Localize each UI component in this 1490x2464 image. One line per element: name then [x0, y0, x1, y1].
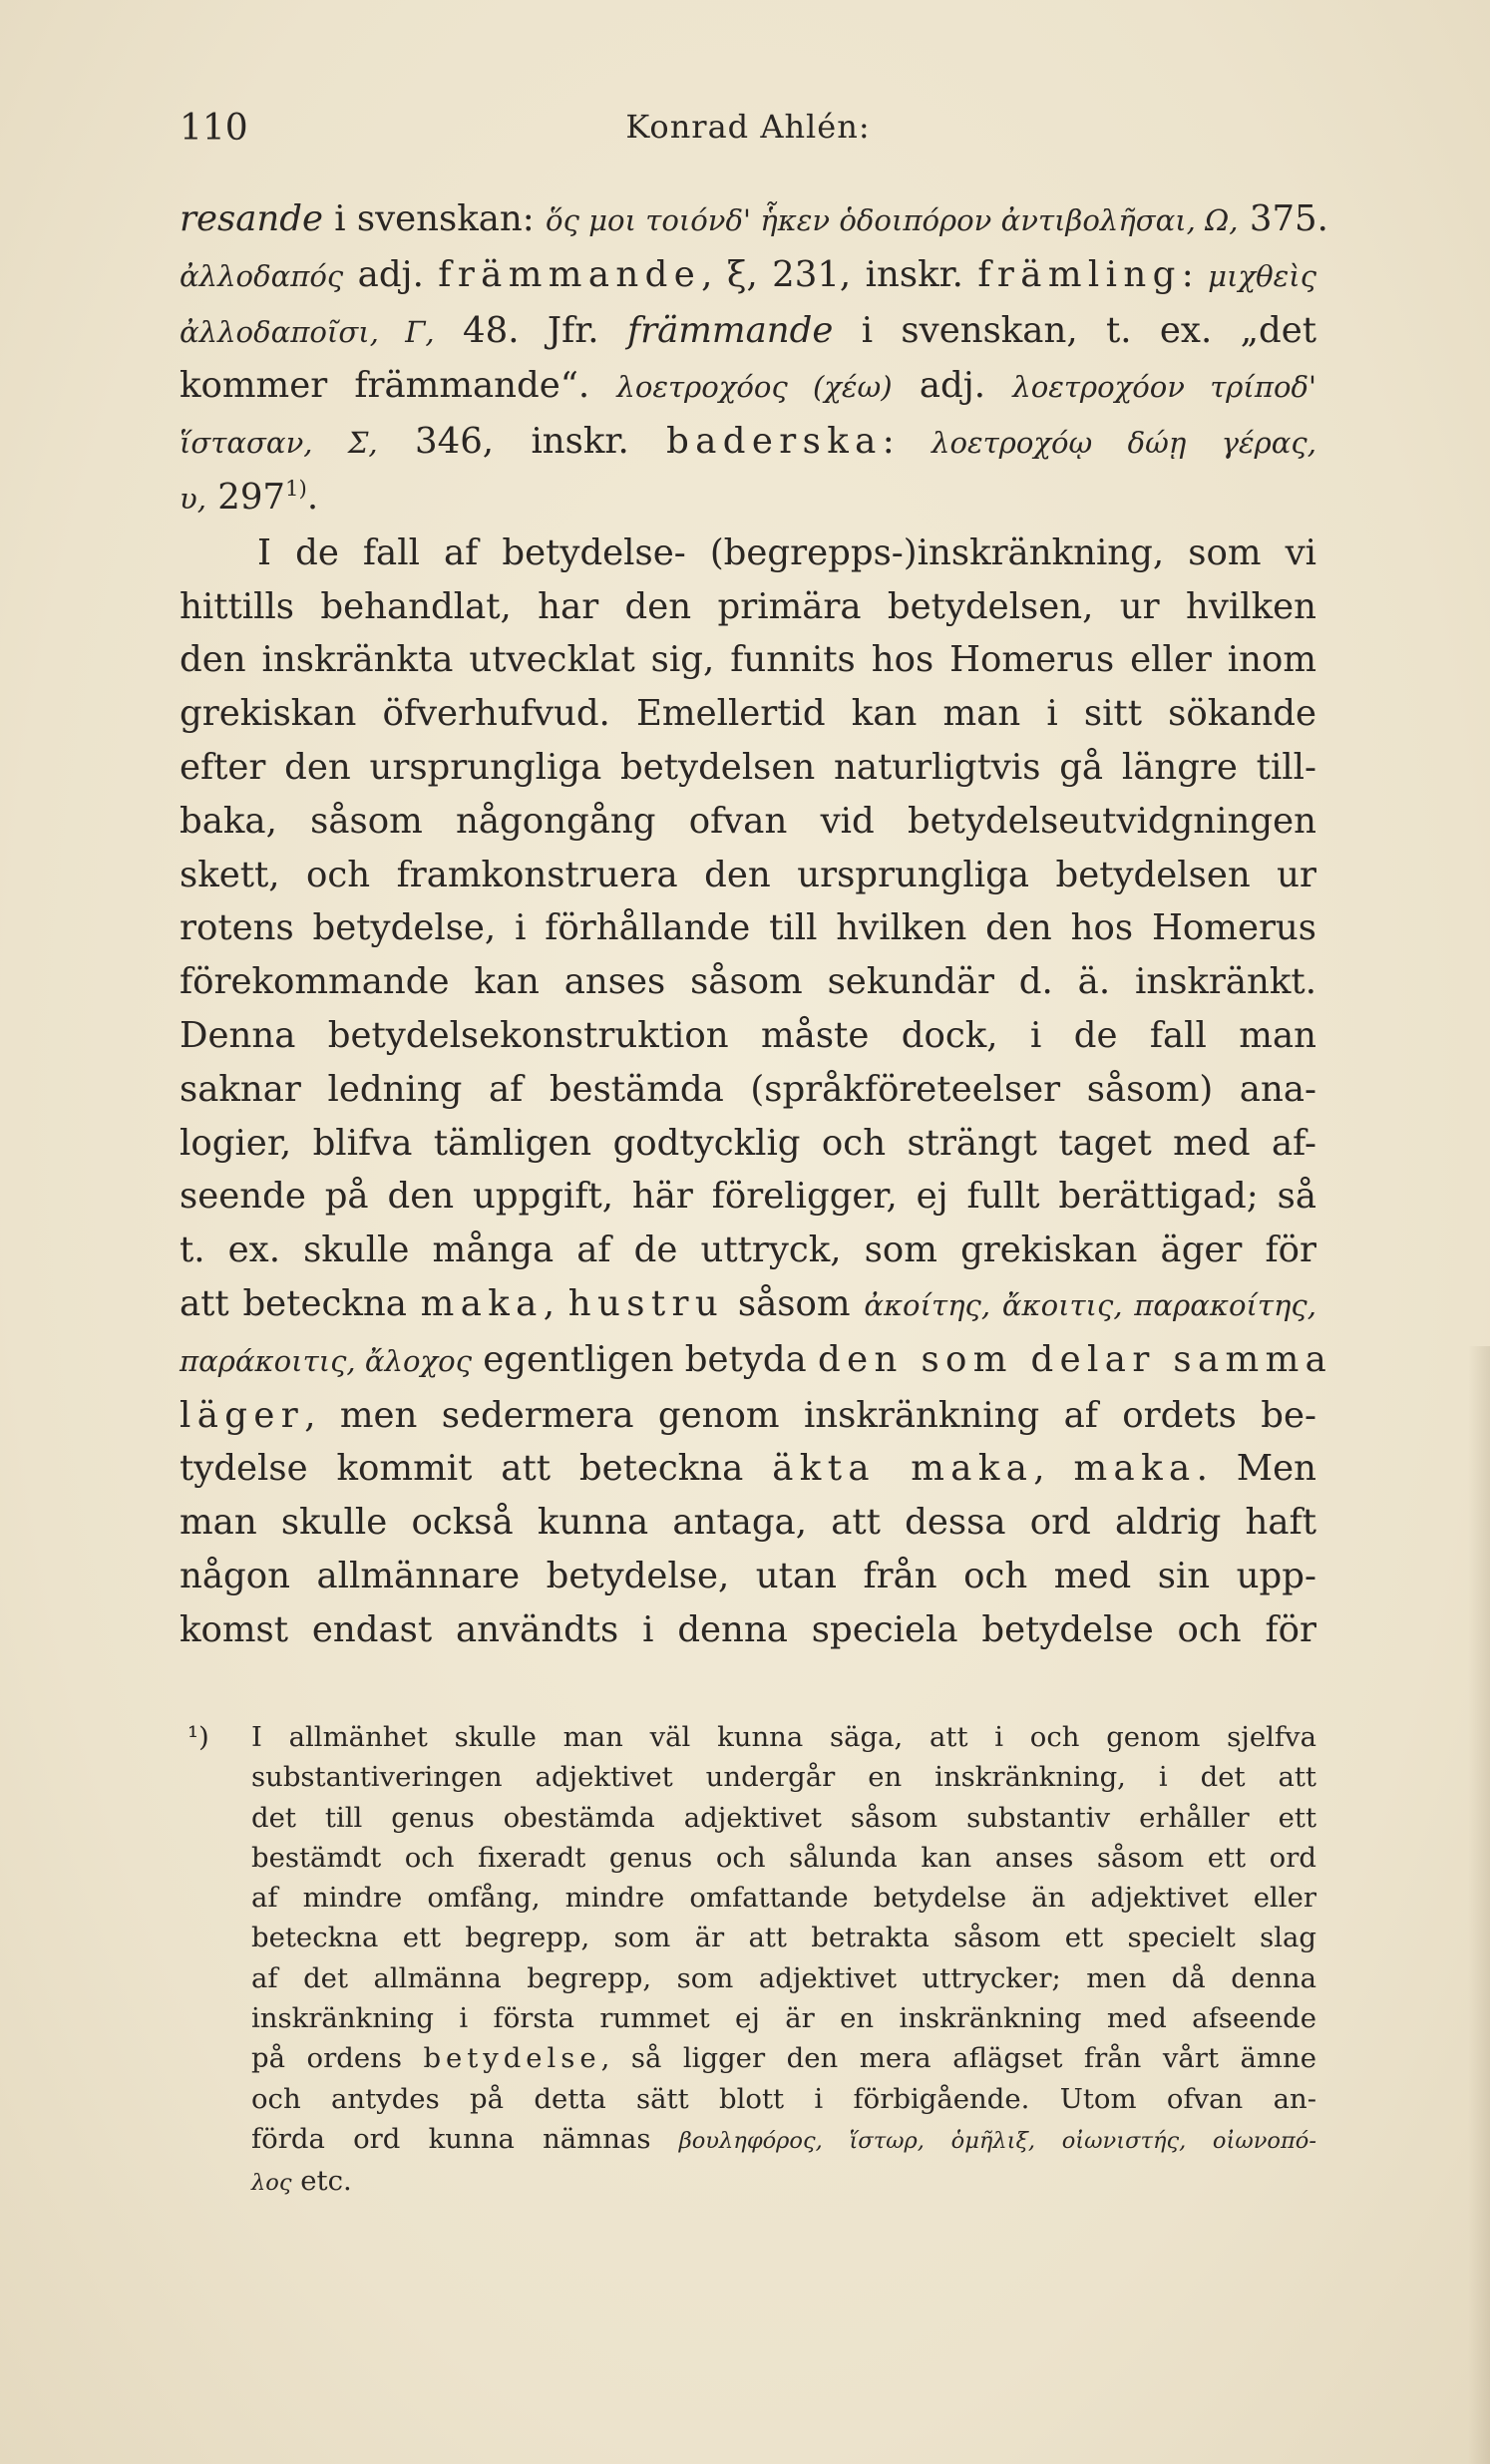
text-run: , ξ, 231, inskr.	[701, 253, 978, 295]
text-run: främmande	[626, 309, 834, 351]
text-run: hittills behandlat, har den primära betydelsen, ur hvilken	[180, 585, 1316, 627]
text-run: , så ligger den mera aflägset från vårt ämne	[600, 2042, 1316, 2075]
text-run: 297	[205, 476, 285, 518]
text-line	[180, 1117, 1316, 1171]
text-run: resande	[180, 198, 323, 239]
text-line	[180, 527, 1316, 580]
running-head: Konrad Ahlén:	[625, 108, 871, 146]
text-line	[180, 1958, 1316, 1998]
text-run: substantiveringen adjektivet undergår en inskränkning, i det att	[251, 1761, 1316, 1794]
text-line	[180, 1224, 1316, 1277]
text-run: adj.	[343, 253, 439, 295]
text-line	[180, 1798, 1316, 1838]
text-run: kommer främmande“.	[180, 365, 617, 407]
text-run: λοετροχόος (χέω)	[616, 370, 893, 405]
text-run: υ,	[180, 481, 206, 516]
text-line	[180, 1603, 1316, 1657]
text-line	[180, 1757, 1316, 1797]
text-run: någon allmännare betydelse, utan från och med sin upp-	[180, 1555, 1316, 1596]
text-run: ἀκοίτης, ἄκοιτις, παρακοίτης,	[864, 1287, 1316, 1322]
text-run: såsom	[724, 1282, 865, 1324]
text-run: t. ex. skulle många af de uttryck, som grekiskan äger för	[180, 1230, 1316, 1271]
text-run: baderska	[666, 421, 883, 463]
text-run: läger	[180, 1394, 305, 1436]
text-run: 375.	[1238, 198, 1328, 239]
text-line	[180, 2038, 1316, 2078]
text-run: af mindre omfång, mindre omfattande betydelse än adjektivet eller	[251, 1882, 1316, 1915]
text-line	[180, 901, 1316, 955]
text-run: maka	[420, 1282, 544, 1324]
text-line	[180, 1878, 1316, 1918]
text-run: den som delar samma	[818, 1338, 1333, 1380]
text-run: logier, blifva tämligen godtycklig och strängt taget med af-	[180, 1122, 1316, 1164]
text-run: ὅς μοι τοιόνδ' ἧκεν ὁδοιπόρον ἀντιβολῆσαι, Ω,	[546, 203, 1239, 237]
text-line	[180, 248, 1316, 304]
text-run: .	[306, 476, 319, 518]
text-line	[180, 1550, 1316, 1603]
text-run: παράκοιτις, ἄλοχος	[180, 1343, 473, 1378]
text-run: adj.	[892, 365, 1013, 407]
text-line	[180, 955, 1316, 1009]
text-line	[180, 1838, 1316, 1878]
text-run: i svenskan:	[322, 198, 547, 239]
text-line	[180, 1389, 1316, 1443]
text-run: I allmänhet skulle man väl kunna säga, att i och genom sjelfva	[251, 1721, 1316, 1753]
text-line	[180, 1170, 1316, 1224]
text-run: etc.	[291, 2165, 352, 2198]
text-run: att beteckna	[180, 1282, 421, 1324]
footnote-text	[180, 1717, 1316, 2204]
text-line	[180, 687, 1316, 741]
text-run: 346, inskr.	[377, 421, 667, 463]
text-run: 48. Jfr.	[434, 309, 627, 351]
text-run: skett, och framkonstruera den ursprungliga betydelsen ur	[180, 854, 1316, 895]
text-run: μιχθεὶς	[1208, 258, 1317, 293]
text-run: baka, såsom någongång ofvan vid betydelseutvidgningen	[180, 800, 1316, 842]
text-run: . Men	[1196, 1448, 1316, 1490]
page-header	[180, 108, 1316, 158]
text-line	[180, 359, 1316, 415]
text-line	[180, 2119, 1316, 2161]
text-run: Denna betydelsekonstruktion måste dock, i de fall man	[180, 1014, 1316, 1056]
text-run: äkta maka	[772, 1448, 1034, 1490]
text-run: främmande	[438, 253, 702, 295]
text-line	[180, 192, 1328, 248]
text-line	[180, 2161, 1316, 2203]
text-run: λος	[251, 2170, 292, 2197]
text-line	[180, 1063, 1316, 1117]
text-run: grekiskan öfverhufvud. Emellertid kan man i sitt sökande	[180, 693, 1316, 735]
text-line	[180, 304, 1316, 360]
text-line	[180, 1277, 1316, 1333]
text-run: på ordens	[251, 2042, 424, 2075]
text-run: ,	[1033, 1448, 1074, 1490]
text-run: seende på den uppgift, här föreligger, ej fullt berättigad; så	[180, 1176, 1316, 1218]
text-run: och antydes på detta sätt blott i förbigående. Utom ofvan an-	[251, 2082, 1316, 2115]
text-run: bestämdt och fixeradt genus och sålunda kan anses såsom ett ord	[251, 1841, 1316, 1874]
text-run: ,	[543, 1282, 568, 1324]
text-run: egentligen betyda	[472, 1338, 818, 1380]
text-line	[180, 1717, 1316, 1757]
text-line	[180, 741, 1316, 795]
page-number: 110	[180, 108, 248, 149]
text-run: beteckna ett begrepp, som är att betrakta såsom ett specielt slag	[251, 1922, 1316, 1954]
text-run: :	[1181, 253, 1209, 295]
text-run: tydelse kommit att beteckna	[180, 1448, 773, 1490]
text-run: ἀλλοδαποῖσι, Γ,	[180, 314, 435, 349]
text-run: λοετροχόῳ δώῃ γέρας,	[931, 426, 1316, 461]
page-edge-shadow	[1468, 1346, 1490, 2464]
text-run: förekommande kan anses såsom sekundär d. ä. inskränkt.	[180, 961, 1316, 1003]
text-line	[180, 471, 1316, 527]
text-run: främling	[977, 253, 1182, 295]
text-run: maka	[1073, 1448, 1197, 1490]
text-line	[180, 1998, 1316, 2038]
footnote-marker: ¹)	[187, 1721, 209, 1753]
text-run: , men sedermera genom inskränkning af ordets be-	[304, 1394, 1316, 1436]
text-run: efter den ursprungliga betydelsen naturligtvis gå längre till-	[180, 746, 1316, 788]
text-line	[180, 580, 1316, 634]
text-run: βουληφόρος, ἵστωρ, ὁμῆλιξ, οἰωνιστής, οἰωνοπό-	[678, 2127, 1316, 2154]
text-line	[180, 849, 1316, 902]
text-run: ἀλλοδαπός	[180, 258, 344, 293]
text-run: :	[882, 421, 932, 463]
text-line	[180, 1009, 1316, 1063]
text-run: I de fall af betydelse- (begrepps-)inskränkning, som vi	[257, 531, 1316, 573]
text-run: komst endast användts i denna speciela betydelse och för	[180, 1608, 1316, 1650]
text-run: inskränkning i första rummet ej är en inskränkning med afseende	[251, 2002, 1316, 2035]
body-text	[180, 192, 1333, 1657]
text-line	[180, 415, 1316, 471]
text-line	[180, 1333, 1333, 1389]
text-line	[180, 633, 1316, 687]
text-line	[180, 1496, 1316, 1550]
text-run: af det allmänna begrepp, som adjektivet uttrycker; men då denna	[251, 1961, 1316, 1994]
footnotes	[180, 1717, 1316, 2204]
text-run: λοετροχόον τρίποδ'	[1012, 370, 1317, 405]
footnote-reference: 1)	[285, 477, 307, 503]
text-line	[180, 795, 1316, 849]
text-run: det till genus obestämda adjektivet såsom substantiv erhåller ett	[251, 1801, 1316, 1834]
text-run: ἵστασαν, Σ,	[180, 426, 378, 461]
text-run: hustru	[567, 1282, 725, 1324]
text-run: betydelse	[423, 2042, 601, 2075]
text-run: rotens betydelse, i förhållande till hvilken den hos Homerus	[180, 907, 1316, 949]
text-run: förda ord kunna nämnas	[251, 2122, 679, 2155]
text-run: saknar ledning af bestämda (språkföreteelser såsom) ana-	[180, 1068, 1316, 1110]
text-run: man skulle också kunna antaga, att dessa ord aldrig haft	[180, 1502, 1316, 1544]
text-line	[180, 1442, 1316, 1496]
text-line	[180, 2079, 1316, 2119]
text-line	[180, 1918, 1316, 1957]
text-run: i svenskan, t. ex. „det	[833, 309, 1316, 351]
text-run: den inskränkta utvecklat sig, funnits hos Homerus eller inom	[180, 639, 1316, 681]
